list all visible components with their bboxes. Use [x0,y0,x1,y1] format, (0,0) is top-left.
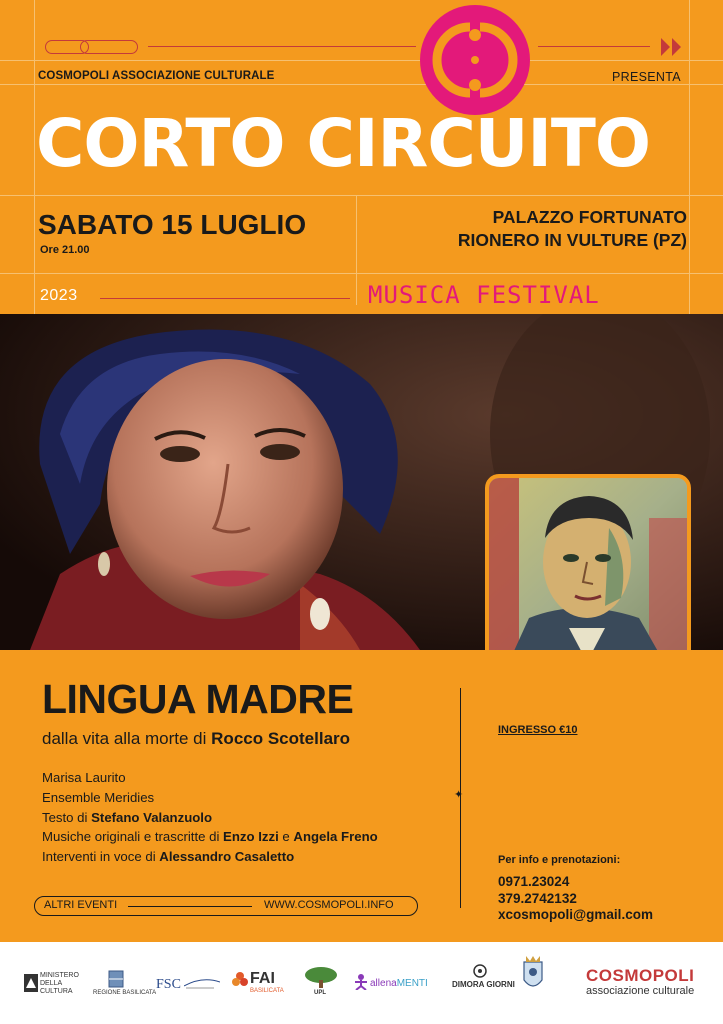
other-events-label[interactable]: ALTRI EVENTI [44,899,118,911]
credit-performer: Marisa Laurito [42,770,126,785]
phone-2[interactable]: 379.2742132 [498,890,577,906]
festival-logo [420,5,530,115]
allenamenti-a: allena [370,978,397,989]
event-year: 2023 [40,287,78,304]
venue-name: PALAZZO FORTUNATO [492,207,687,227]
sponsor-dimora: DIMORA GIORNI [452,980,515,989]
sponsor-fai-sub: BASILICATA [250,988,284,994]
credit-text [42,808,378,828]
sponsor-ministero [40,972,79,996]
show-subtitle [42,729,350,749]
show-subtitle-name: Rocco Scotellaro [211,729,351,748]
festival-category: MUSICA FESTIVAL [368,281,600,309]
sponsor-cosmopoli-sub: associazione culturale [586,985,695,997]
decor-line [100,298,350,299]
decor-line [148,46,416,47]
double-chevron-icon [660,37,686,57]
credit-text-prefix: Testo di [42,809,88,825]
ministero-line2: DELLA [40,980,63,987]
credit-music [42,827,378,847]
credit-music-prefix: Musiche originali e trascritte di [42,829,220,845]
ticket-price: INGRESSO €10 [498,724,578,736]
ministero-line1: MINISTERO [40,972,79,979]
contact-info [498,874,653,924]
cc-logo-icon [420,5,530,115]
credit-text-author: Stefano Valanzuolo [91,809,213,825]
venue-city: RIONERO IN VULTURE (PZ) [457,230,687,250]
ministero-emblem-icon [24,974,38,992]
credit-voice-author: Alessandro Casaletto [159,849,295,865]
show-credits [42,768,378,867]
dimora-crest-icon [470,964,490,978]
portrait-painting [489,478,687,662]
event-time: Ore 21.00 [40,244,90,256]
info-label: Per info e prenotazioni: [498,854,621,866]
contact-email[interactable]: xcosmopoli@gmail.com [498,907,653,922]
frame-line [0,273,723,274]
credit-voice-prefix: Interventi in voce di [42,849,156,865]
sponsor-upl: UPL [314,990,326,996]
sponsor-fsc: FSC [156,977,181,992]
festival-title: CORTO CIRCUITO [36,105,651,182]
sponsor-fai: FAI [250,970,275,987]
organizer-name: COSMOPOLI ASSOCIAZIONE CULTURALE [38,70,275,82]
sparkle-icon: ✦ [454,788,464,801]
scotellaro-portrait [485,474,691,666]
credit-music-conj: e [282,829,290,845]
presents-label: PRESENTA [612,70,681,84]
credit-music-author2: Angela Freno [293,829,378,845]
frame-line [0,195,723,196]
allenamenti-b: MENTI [396,978,428,989]
decor-pill [80,40,138,54]
event-date: SABATO 15 LUGLIO [38,209,307,240]
phone-1[interactable]: 0971.23024 [498,874,570,889]
sponsor-cosmopoli: COSMOPOLI [586,966,695,985]
credit-music-author1: Enzo Izzi [223,829,279,845]
fsc-swoosh-icon [184,976,220,990]
show-title: LINGUA MADRE [42,676,354,722]
frame-line [34,0,35,314]
event-venue [458,206,687,252]
frame-line [356,195,357,305]
events-divider [128,906,252,907]
frame-line [0,84,723,85]
upl-tree-icon [303,966,339,988]
credit-voice [42,847,378,867]
regione-emblem-icon [108,970,124,988]
sponsor-regione: REGIONE BASILICATA [93,990,157,996]
town-crest-icon [520,956,546,994]
allenamenti-figure-icon [354,974,368,990]
frame-line [0,60,723,61]
fai-flower-icon [232,971,248,989]
show-subtitle-prefix: dalla vita alla morte di [42,729,207,748]
sponsor-allenamenti [370,978,428,989]
ministero-line3: CULTURA [40,988,73,995]
decor-line [538,46,650,47]
website-link[interactable]: WWW.COSMOPOLI.INFO [264,899,394,911]
credit-ensemble: Ensemble Meridies [42,789,155,805]
